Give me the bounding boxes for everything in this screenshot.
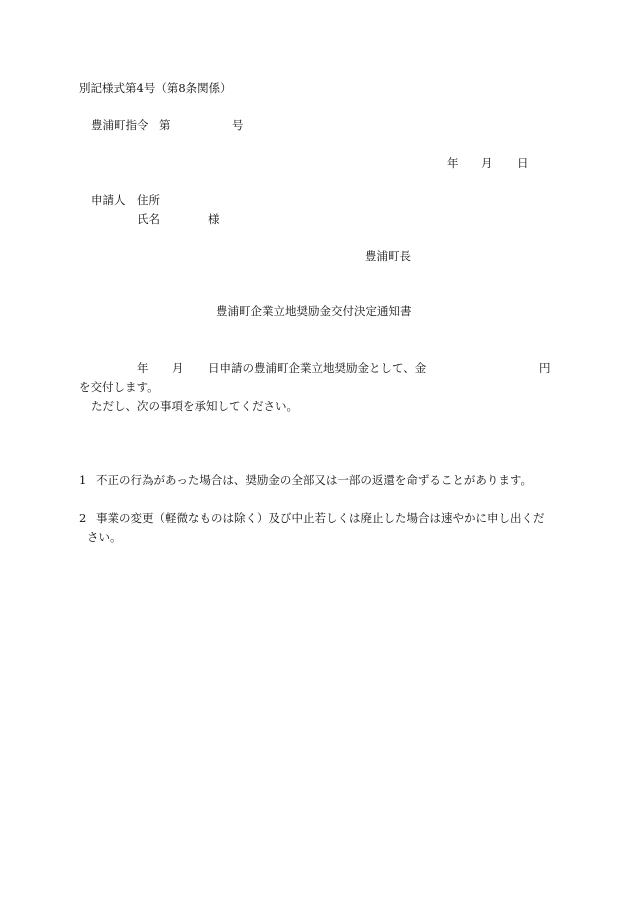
- condition-number: 2: [79, 511, 87, 525]
- ref-number-prefix: 豊浦町指令: [91, 118, 149, 132]
- condition-number: 1: [79, 473, 87, 487]
- ref-number-dai: 第: [159, 118, 171, 132]
- condition-text: 不正の行為があった場合は、奨励金の全部又は一部の返還を命ずることがあります。: [96, 473, 532, 487]
- condition-text-continued: さい。: [87, 530, 122, 544]
- address-label: 住所: [137, 193, 160, 207]
- issuer: 豊浦町長: [365, 249, 411, 263]
- applicant-label: 申請人: [91, 193, 126, 207]
- date-month: 月: [481, 156, 493, 170]
- body-yen: 円: [539, 361, 551, 375]
- body-line-3: ただし、次の事項を承知してください。: [91, 399, 298, 413]
- body-year: 年: [137, 361, 149, 375]
- document-title: 豊浦町企業立地奨励金交付決定通知書: [216, 304, 412, 318]
- ref-number-go: 号: [232, 118, 244, 132]
- body-text: 日申請の豊浦町企業立地奨励金として、金: [208, 361, 427, 375]
- name-label: 氏名: [137, 212, 160, 226]
- body-line-2: を交付します。: [79, 380, 159, 394]
- date-day: 日: [517, 156, 529, 170]
- honorific: 様: [208, 212, 220, 226]
- date-year: 年: [447, 156, 459, 170]
- form-label: 別記様式第4号（第8条関係）: [79, 81, 232, 95]
- body-month: 月: [172, 361, 184, 375]
- condition-text: 事業の変更（軽微なものは除く）及び中止若しくは廃止した場合は速やかに申し出くだ: [96, 511, 545, 525]
